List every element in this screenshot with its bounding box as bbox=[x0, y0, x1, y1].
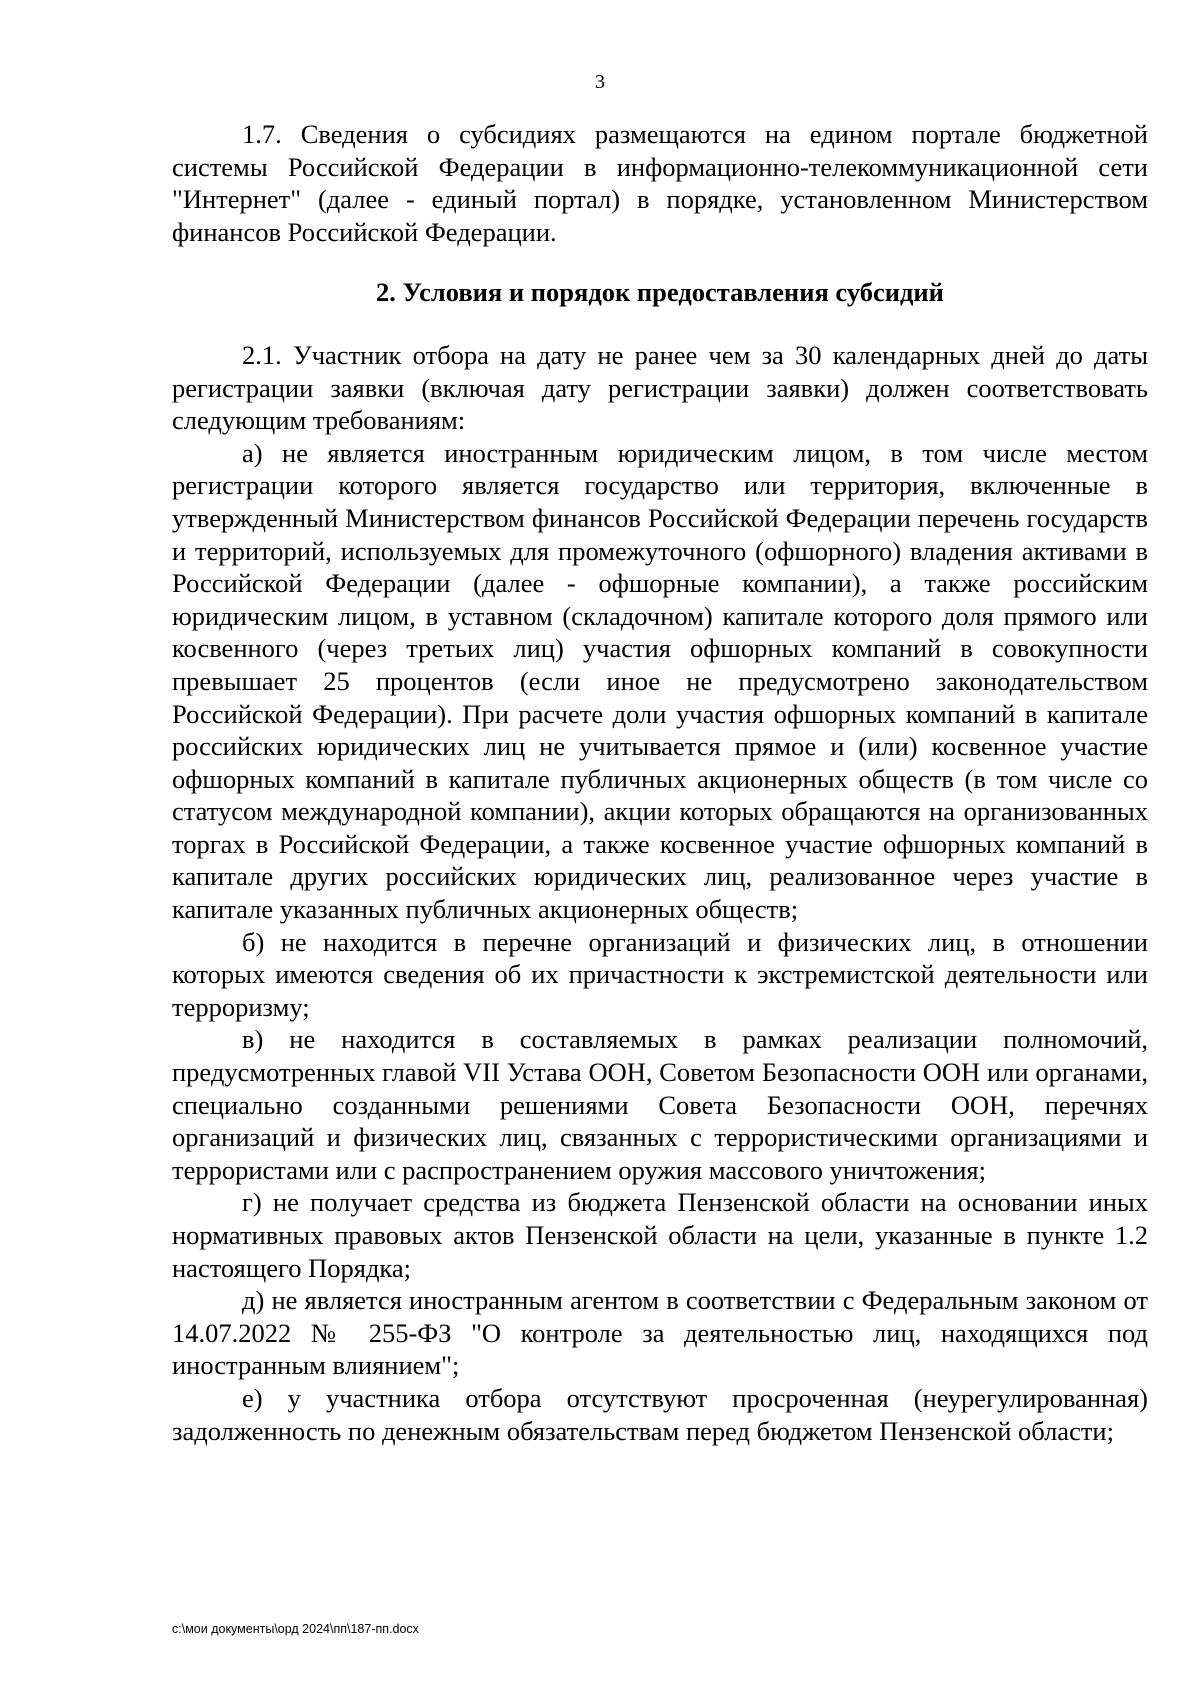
paragraph-item-g: г) не получает средства из бюджета Пензенской области на основании иных нормативных правовых актов Пензенской области на цели, указанные в пункте 1.2 настоящего Порядка; bbox=[172, 1187, 1148, 1283]
paragraph-2-1: 2.1. Участник отбора на дату не ранее чем за 30 календарных дней до даты регистрации заявки (включая дату регистрации заявки) должен соответствовать следующим требованиям: bbox=[172, 339, 1148, 436]
footer-file-path: c:\мои документы\орд 2024\пп\187-пп.docx bbox=[172, 1622, 419, 1636]
paragraph-item-a: а) не является иностранным юридическим лицом, в том числе местом регистрации которого является государство или территория, включенные в утвержденный Министерством финансов Российской Федерации перечень государств и территорий, используемых для промежуточного (офшорного) владения активами в Российской Федерации (далее - офшорные компании), а также российским юридическим лицом, в уставном (складочном) капитале которого доля прямого или косвенного (через третьих лиц) участия офшорных компаний в совокупности превышает 25 процентов (если иное не предусмотрено законодательством Российской Федерации). При расчете доли участия офшорных компаний в капитале российских юридических лиц не учитывается прямое и (или) косвенное участие офшорных компаний в капитале публичных акционерных обществ (в том числе со статусом международной компании), акции которых обращаются на организованных торгах в Российской Федерации, а также косвенное участие офшорных компаний в капитале других российских юридических лиц, реализованное через участие в капитале указанных публичных акционерных обществ; bbox=[172, 437, 1148, 925]
paragraph-item-e: е) у участника отбора отсутствуют просроченная (неурегулированная) задолженность по денежным обязательствам перед бюджетом Пензенской области; bbox=[172, 1382, 1148, 1446]
paragraph-item-v: в) не находится в составляемых в рамках реализации полномочий, предусмотренных главой VII Устава ООН, Советом Безопасности ООН или органами, специально созданными решениями Совета Безопасности ООН, перечнях организаций и физических лиц, связанных с террористическими организациями и террористами или с распространением оружия массового уничтожения; bbox=[172, 1024, 1148, 1185]
paragraph-1-7: 1.7. Сведения о субсидиях размещаются на едином портале бюджетной системы Российской Федерации в информационно-телекоммуникационной сети "Интернет" (далее - единый портал) в порядке, установленном Министерством финансов Российской Федерации. bbox=[172, 119, 1148, 247]
paragraph-item-b: б) не находится в перечне организаций и физических лиц, в отношении которых имеются сведения об их причастности к экстремистской деятельности или терроризму; bbox=[172, 926, 1148, 1022]
section-heading: 2. Условия и порядок предоставления субсидий bbox=[376, 277, 944, 308]
page-number: 3 bbox=[595, 71, 605, 93]
document-body bbox=[172, 118, 1148, 1447]
paragraph-item-d: д) не является иностранным агентом в соответствии с Федеральным законом от 14.07.2022 № 255-ФЗ "О контроле за деятельностью лиц, находящихся под иностранным влиянием"; bbox=[172, 1285, 1148, 1381]
